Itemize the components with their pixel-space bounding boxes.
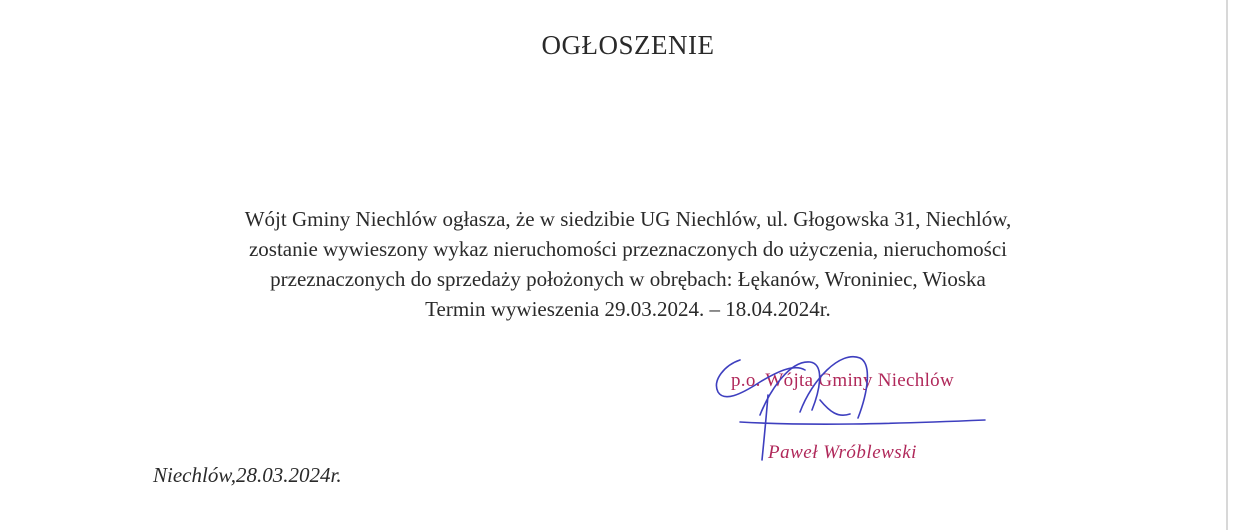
body-line: Wójt Gminy Niechlów ogłasza, że w siedzibie UG Niechlów, ul. Głogowska 31, Niechlów, (244, 207, 1012, 231)
place-and-date: Niechlów,28.03.2024r. (153, 463, 342, 487)
page-edge-line (1226, 0, 1228, 530)
body-line: Termin wywieszenia 29.03.2024. – 18.04.2024r. (425, 297, 831, 321)
handwritten-signature (700, 340, 1000, 470)
document-title: OGŁOSZENIE (541, 30, 715, 60)
body-line: zostanie wywieszony wykaz nieruchomości przeznaczonych do użyczenia, nieruchomości (248, 237, 1008, 261)
body-line: przeznaczonych do sprzedaży położonych w obrębach: Łękanów, Wroniniec, Wioska (270, 267, 986, 291)
stamp-name: Paweł Wróblewski (768, 442, 917, 463)
announcement-body (130, 204, 1126, 324)
stamp-title: p.o. Wójta Gminy Niechlów (731, 370, 954, 391)
